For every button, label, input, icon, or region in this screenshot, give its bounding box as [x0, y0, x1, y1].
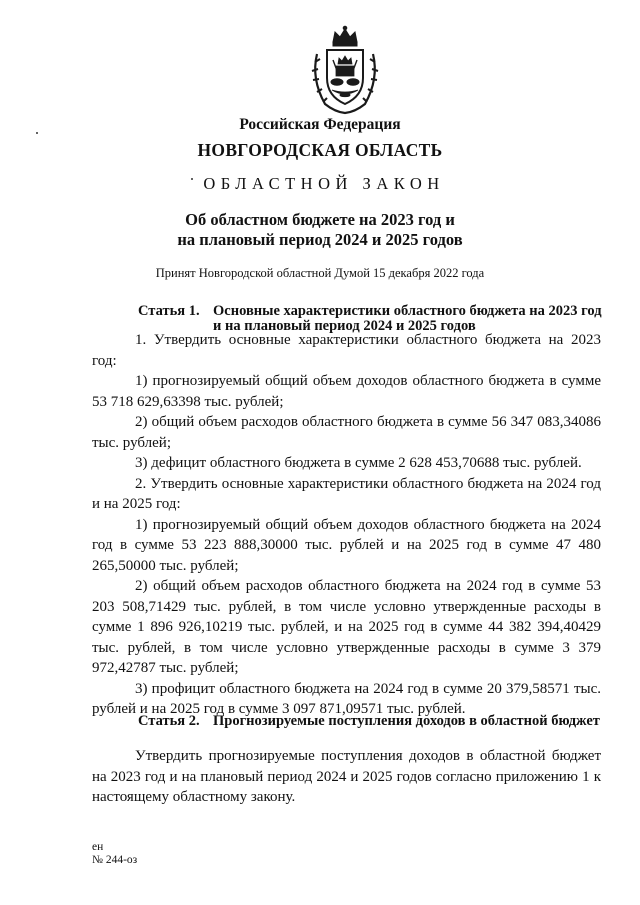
article-2-number: Статья 2. — [138, 713, 200, 729]
law-title — [0, 210, 640, 250]
article-1-paragraph: 3) дефицит областного бюджета в сумме 2 628 453,70688 тыс. рублей. — [135, 455, 582, 471]
article-1-paragraph: 1. Утвердить основные характеристики областного бюджета на 2023 год: — [92, 332, 601, 369]
law-number: № 244-оз — [92, 854, 138, 866]
law-title-line-2: на плановый период 2024 и 2025 годов — [177, 230, 463, 249]
law-type-heading: ОБЛАСТНОЙ ЗАКОН — [203, 174, 445, 193]
article-1-paragraph: 2) общий объем расходов областного бюджета в сумме 56 347 083,34086 тыс. рублей; — [92, 414, 601, 451]
adoption-note: Принят Новгородской областной Думой 15 декабря 2022 года — [155, 266, 485, 280]
law-title-line-1: Об областном бюджете на 2023 год и — [185, 210, 455, 229]
article-1-title: Основные характеристики областного бюджета на 2023 год и на плановый период 2024 и 2025 годов — [213, 303, 602, 334]
article-1-paragraph: 1) прогнозируемый общий объем доходов областного бюджета на 2024 год в сумме 53 223 888,30000 тыс. рублей и на 2025 год в сумме 47 480 265,50000 тыс. рублей; — [92, 516, 601, 574]
article-1-paragraph: 2. Утвердить основные характеристики областного бюджета на 2024 год и на 2025 год: — [92, 475, 601, 512]
executor-initials: ен — [92, 841, 104, 853]
article-1-body — [92, 330, 601, 720]
article-1-paragraph: 3) профицит областного бюджета на 2024 год в сумме 20 379,58571 тыс. рублей и на 2025 год в сумме 3 097 871,09571 тыс. рублей. — [92, 680, 601, 717]
coat-of-arms-icon — [305, 24, 385, 116]
scan-speck — [36, 132, 38, 134]
article-2-title: Прогнозируемые поступления доходов в областной бюджет — [213, 713, 600, 729]
country-name: Российская Федерация — [239, 116, 401, 133]
footer-note — [92, 841, 137, 867]
region-name: НОВГОРОДСКАЯ ОБЛАСТЬ — [197, 140, 443, 160]
article-1-paragraph: 1) прогнозируемый общий объем доходов областного бюджета в сумме 53 718 629,63398 тыс. рублей; — [92, 373, 601, 410]
article-2-body — [92, 746, 601, 808]
article-1-number: Статья 1. — [138, 303, 200, 319]
article-1-paragraph: 2) общий объем расходов областного бюджета на 2024 год в сумме 53 203 508,71429 тыс. рублей, в том числе условно утвержденные расходы в сумме 1 896 926,10219 тыс. рублей, и на 2025 год в сумме 44 382 394,40429 тыс. рублей, в том числе условно утвержденные расходы в сумме 3 379 972,42787 тыс. рублей; — [92, 578, 601, 676]
scan-speck — [191, 178, 193, 180]
article-2-paragraph: Утвердить прогнозируемые поступления доходов в областной бюджет на 2023 год и на плановый период 2024 и 2025 годов согласно приложению 1 к настоящему областному закону. — [92, 748, 601, 805]
